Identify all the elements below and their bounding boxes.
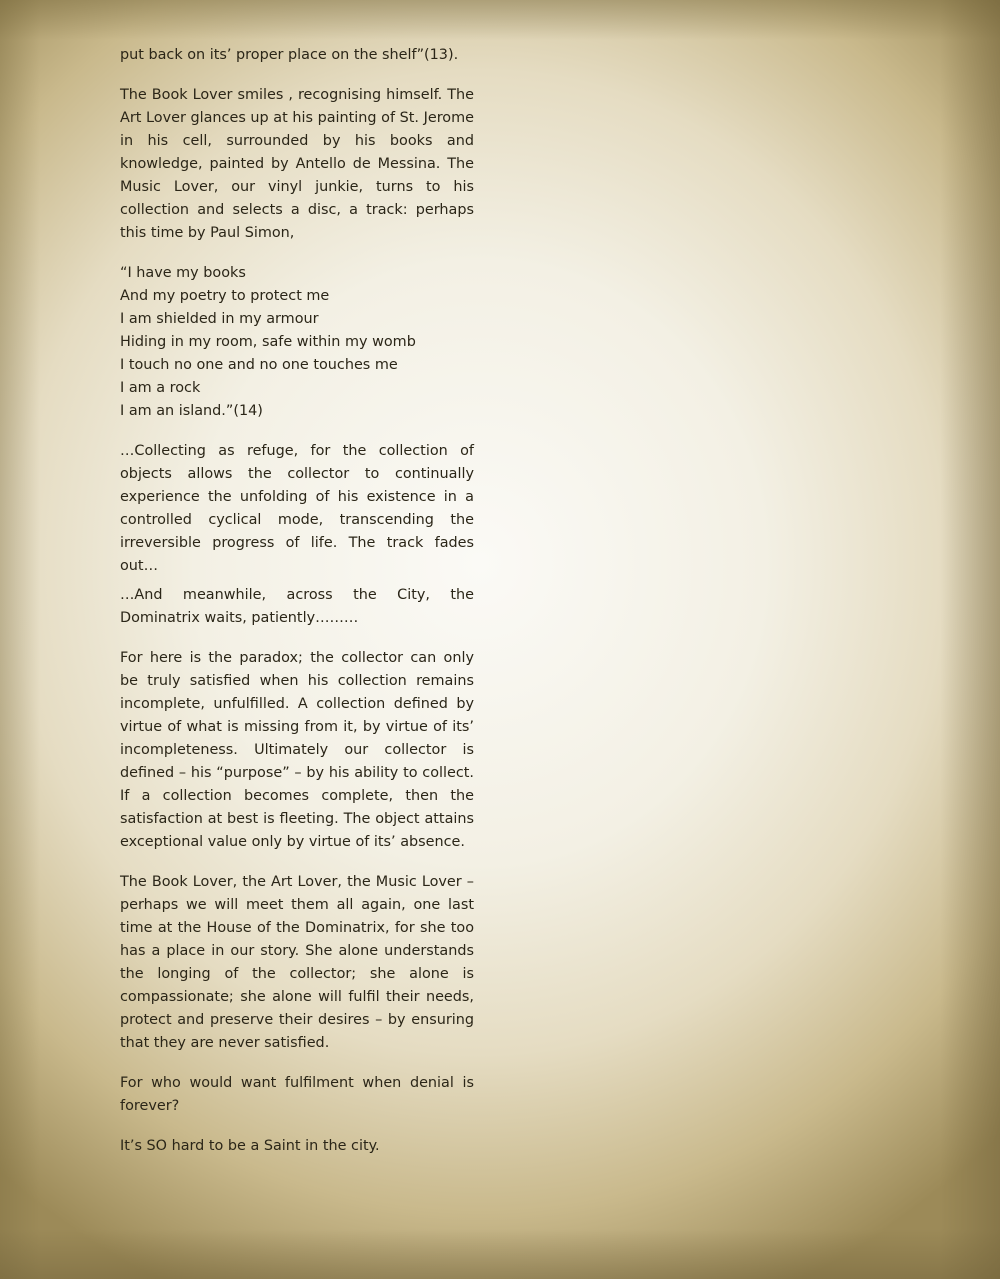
poem-line: “I have my books [120, 265, 246, 281]
poem-line: Hiding in my room, safe within my womb [120, 334, 416, 350]
paragraph-3: …Collecting as refuge, for the collection of objects allows the collector to continually experience the unfolding of his existence in a controlled cyclical mode, transcending the irreversible progress of life. The track fades out… [120, 443, 474, 574]
text-column [120, 44, 474, 1158]
paragraph-6: The Book Lover, the Art Lover, the Music Lover – perhaps we will meet them all again, one last time at the House of the Dominatrix, for she too has a place in our story. She alone understands the longing of the collector; she alone is compassionate; she alone will fulfil their needs, protect and preserve their desires – by ensuring that they are never satisfied. [120, 874, 474, 1051]
poem-line: And my poetry to protect me [120, 288, 330, 304]
paragraph-7: For who would want fulfilment when denial is forever? [120, 1075, 474, 1114]
page-edge-right [940, 0, 1000, 1279]
paragraph-1: put back on its’ proper place on the shelf”(13). [120, 47, 459, 63]
poem-line: I am a rock [120, 380, 201, 396]
paragraph-8: It’s SO hard to be a Saint in the city. [120, 1138, 380, 1154]
poem-line: I touch no one and no one touches me [120, 357, 398, 373]
poem-quote [120, 262, 474, 423]
page-edge-top [0, 0, 1000, 40]
paragraph-2: The Book Lover smiles , recognising himself. The Art Lover glances up at his painting of St. Jerome in his cell, surrounded by his books and knowledge, painted by Antello de Messina. The Music Lover, our vinyl junkie, turns to his collection and selects a disc, a track: perhaps this time by Paul Simon, [120, 87, 474, 241]
page-edge-left [0, 0, 40, 1279]
paragraph-4: …And meanwhile, across the City, the Dominatrix waits, patiently……… [120, 587, 474, 626]
page-edge-bottom [0, 1229, 1000, 1279]
paragraph-5: For here is the paradox; the collector can only be truly satisfied when his collection remains incomplete, unfulfilled. A collection defined by virtue of what is missing from it, by virtue of its’ incompleteness. Ultimately our collector is defined – his “purpose” – by his ability to collect. If a collection becomes complete, then the satisfaction at best is fleeting. The object attains exceptional value only by virtue of its’ absence. [120, 650, 474, 850]
poem-line: I am an island.”(14) [120, 403, 263, 419]
poem-line: I am shielded in my armour [120, 311, 319, 327]
